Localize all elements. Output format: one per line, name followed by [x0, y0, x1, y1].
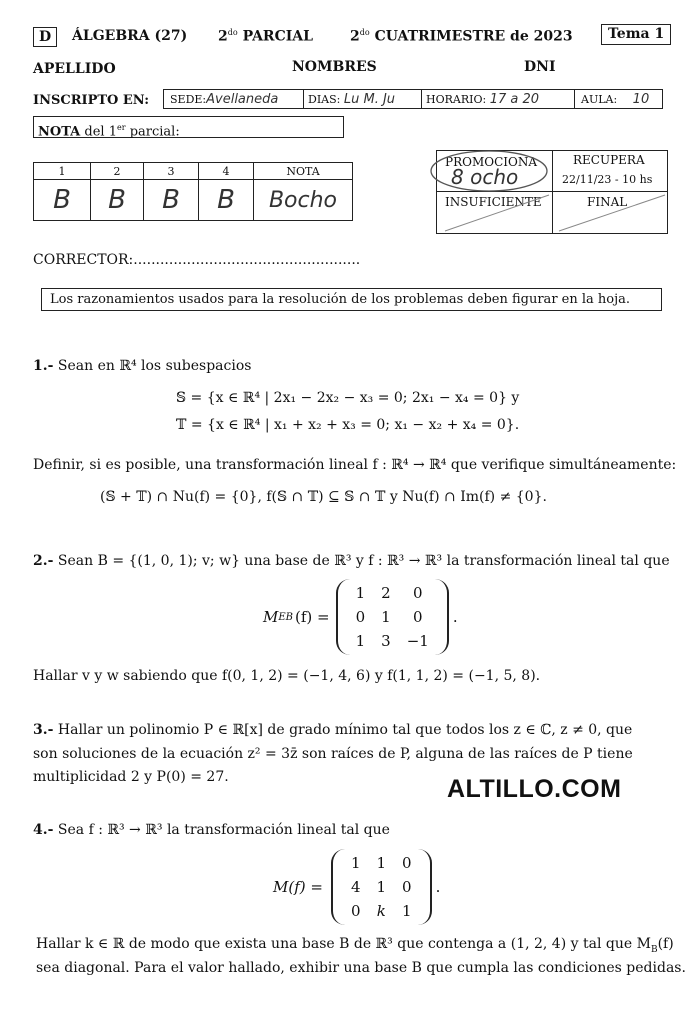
sede-field: SEDE:Avellaneda [164, 90, 304, 108]
nombres-label: NOMBRES [292, 59, 377, 75]
exam-header [33, 27, 57, 47]
problem-3-line-1: 3.- Hallar un polinomio P ∈ ℝ[x] de grado mínimo tal que todos los z ∈ ℂ, z ≠ 0, que [33, 722, 633, 738]
cross-out-strokes [437, 151, 667, 233]
parcial-label: $2^{do}$ PARCIAL [218, 28, 313, 45]
problem-4-line-2: sea diagonal. Para el valor hallado, exhibir una base B que cumpla las condiciones pedidas. [36, 960, 686, 976]
tema-letter-box: D [33, 27, 57, 47]
problem-1-conditions: (𝕊 + 𝕋) ∩ Nu(f) = {0}, f(𝕊 ∩ 𝕋) ⊆ 𝕊 ∩ 𝕋 y Nu(f) ∩ Im(f) ≠ {0}. [100, 489, 547, 505]
problem-4-matrix: 1 1 0 4 1 0 0 k 1 [331, 849, 432, 925]
nota-primer-parcial-box: NOTA del 1er parcial: [33, 116, 344, 138]
aula-field: AULA: 10 [581, 92, 650, 107]
recupera-label: RECUPERA [573, 153, 645, 167]
cuatrimestre-label: $2^{do}$ CUATRIMESTRE de 2023 [350, 28, 573, 45]
horario-field: HORARIO: 17 a 20 [422, 90, 575, 108]
tema-box: Tema 1 [601, 24, 671, 45]
grade-mark-nota: Bocho [254, 180, 353, 221]
grades-table [33, 162, 353, 221]
problem-2-matrix-eq: M EB (f) = 1 2 0 0 1 0 1 3 −1 . [263, 579, 458, 655]
subject-title: ÁLGEBRA (27) [72, 28, 188, 44]
problem-4-line-1: Hallar k ∈ ℝ de modo que exista una base B de ℝ³ que contenga a (1, 2, 4) y tal que $M_B(f)$ [36, 936, 674, 955]
problem-1-eq-s: 𝕊 = {x ∈ ℝ⁴ | 2x₁ − 2x₂ − x₃ = 0; 2x₁ − x₄ = 0} y [176, 390, 520, 406]
grade-mark-2: B [91, 180, 144, 221]
notice-box: Los razonamientos usados para la resolución de los problemas deben figurar en la hoja. [41, 288, 662, 311]
grade-mark-4: B [199, 180, 254, 221]
grade-header-2: 2 [91, 163, 144, 180]
apellido-label: APELLIDO [33, 61, 116, 77]
grade-header-1: 1 [34, 163, 91, 180]
problem-2-text: Hallar v y w sabiendo que f(0, 1, 2) = (−1, 4, 6) y f(1, 1, 2) = (−1, 5, 8). [33, 668, 541, 684]
problem-3-line-3: multiplicidad 2 y P(0) = 27. [33, 769, 229, 785]
recupera-date: 22/11/23 - 10 hs [562, 173, 653, 186]
grade-mark-1: B [34, 180, 91, 221]
grade-header-3: 3 [144, 163, 199, 180]
insuficiente-label: INSUFICIENTE [445, 195, 542, 209]
promociona-label: PROMOCIONA [445, 155, 537, 169]
problem-1-eq-t: 𝕋 = {x ∈ ℝ⁴ | x₁ + x₂ + x₃ = 0; x₁ − x₂ + x₄ = 0}. [176, 417, 520, 433]
dni-label: DNI [524, 59, 556, 75]
status-box [436, 150, 668, 234]
problem-1-text: Definir, si es posible, una transformación lineal f : ℝ⁴ → ℝ⁴ que verifique simultáneamente: [33, 457, 677, 473]
grade-header-4: 4 [199, 163, 254, 180]
watermark: ALTILLO.COM [447, 775, 622, 803]
dias-field: DIAS: Lu M. Ju [304, 90, 422, 108]
grade-header-nota: NOTA [254, 163, 353, 180]
problem-2-intro: 2.- Sean B = {(1, 0, 1); v; w} una base de ℝ³ y f : ℝ³ → ℝ³ la transformación lineal tal que [33, 553, 670, 569]
inscription-box [163, 89, 663, 109]
grade-mark-3: B [144, 180, 199, 221]
problem-4-intro: 4.- Sea f : ℝ³ → ℝ³ la transformación lineal tal que [33, 822, 390, 838]
final-label: FINAL [587, 195, 628, 209]
problem-4-matrix-eq: M(f) = 1 1 0 4 1 0 0 k 1 . [273, 849, 440, 925]
problem-1-intro: 1.- Sean en ℝ⁴ los subespacios [33, 358, 252, 374]
promociona-handwritten: 8 ocho [451, 165, 519, 189]
inscripto-label: INSCRIPTO EN: [33, 93, 150, 108]
problem-2-matrix: 1 2 0 0 1 0 1 3 −1 [336, 579, 449, 655]
corrector-line: CORRECTOR:................................................... [33, 252, 361, 268]
problem-3-line-2: son soluciones de la ecuación z² = 3z̄ son raíces de P, alguna de las raíces de P tiene [33, 746, 633, 762]
